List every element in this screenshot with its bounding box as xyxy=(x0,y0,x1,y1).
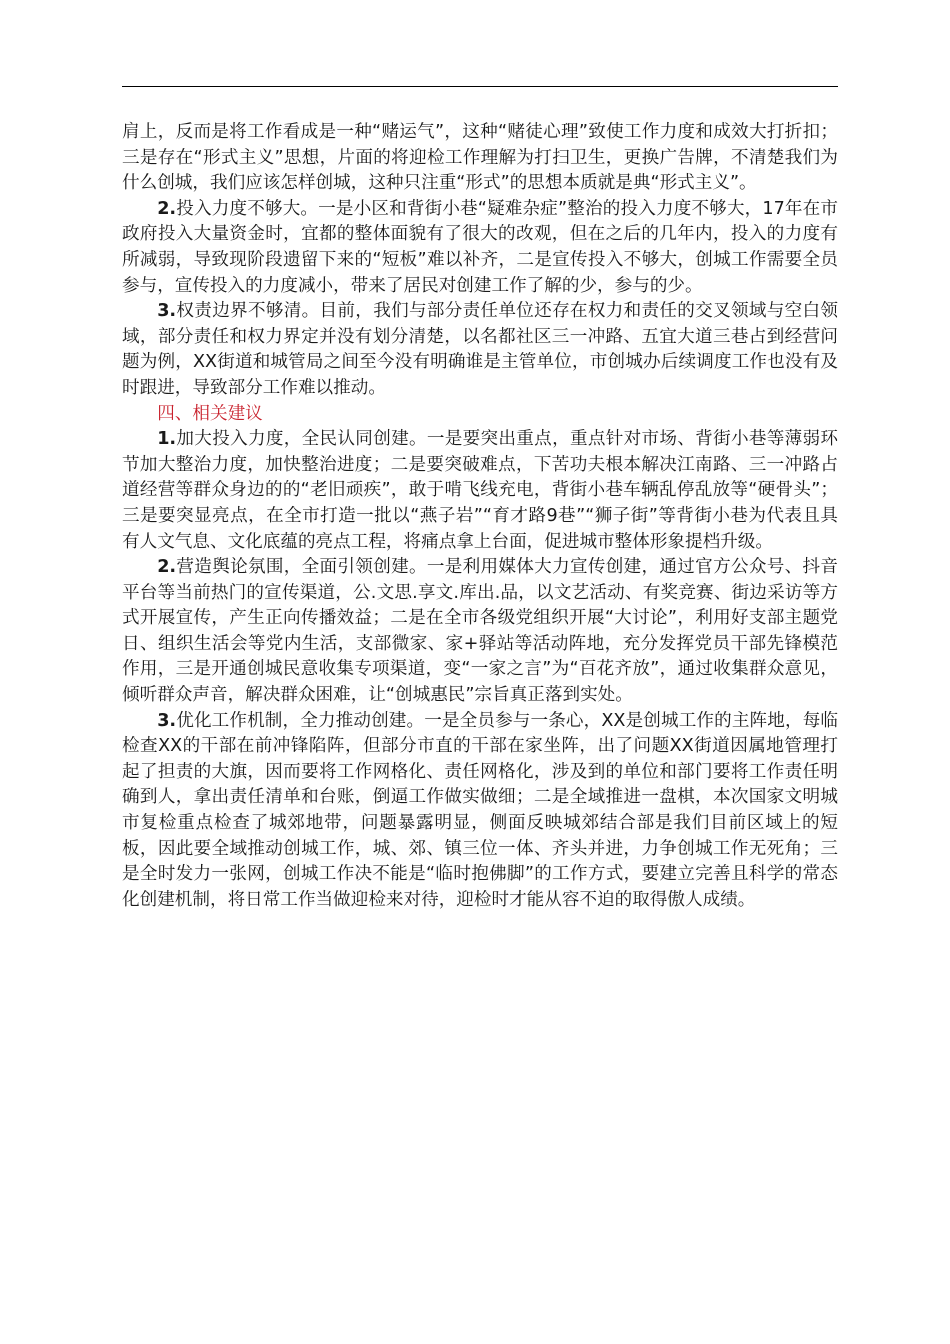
item-number: 3. xyxy=(157,301,177,322)
paragraph-suggestion-3 xyxy=(122,709,838,914)
paragraph-item-2-investment xyxy=(122,197,838,299)
section-heading-suggestions: 四、相关建议 xyxy=(157,403,263,424)
item-number: 2. xyxy=(157,557,177,578)
paragraph-suggestion-1 xyxy=(122,427,838,555)
paragraph-suggestion-2 xyxy=(122,555,838,709)
item-text: 权责边界不够清。目前，我们与部分责任单位还存在权力和责任的交叉领域与空白领域，部分责任和权力界定并没有划分清楚，以名都社区三一冲路、五宜大道三巷占到经营问题为例，XX街道和城管局之间至今没有明确谁是主管单位，市创城办后续调度工作也没有及时跟进，导致部分工作难以推动。 xyxy=(122,301,838,398)
paragraph-item-3-responsibility xyxy=(122,299,838,401)
item-text: 优化工作机制，全力推动创建。一是全员参与一条心，XX是创城工作的主阵地，每临检查XX的干部在前冲锋陷阵，但部分市直的干部在家坐阵，出了问题XX街道因属地管理打起了担责的大旗，因而要将工作网格化、责任网格化，涉及到的单位和部门要将工作责任明确到人，拿出责任清单和台账，倒逼工作做实做细；二是全域推进一盘棋，本次国家文明城市复检重点检查了城郊地带，问题暴露明显，侧面反映城郊结合部是我们目前区域上的短板，因此要全域推动创城工作，城、郊、镇三位一体、齐头并进，力争创城工作无死角；三是全时发力一张网，创城工作决不能是“临时抱佛脚”的工作方式，要建立完善且科学的常态化创建机制，将日常工作当做迎检来对待，迎检时才能从容不迫的取得傲人成绩。 xyxy=(122,710,838,910)
paragraph-continuation: 肩上，反而是将工作看成是一种“赌运气”，这种“赌徒心理”致使工作力度和成效大打折扣；三是存在“形式主义”思想，片面的将迎检工作理解为打扫卫生，更换广告牌，不清楚我们为什么创城，我们应该怎样创城，这种只注重“形式”的思想本质就是典“形式主义”。 xyxy=(122,122,838,194)
item-number: 2. xyxy=(157,198,177,219)
item-text: 营造舆论氛围，全面引领创建。一是利用媒体大力宣传创建，通过官方公众号、抖音平台等当前热门的宣传渠道，公.文思.享文.库出.品，以文艺活动、有奖竞赛、街边采访等方式开展宣传，产生正向传播效益；二是在全市各级党组织开展“大讨论”，利用好支部主题党日、组织生活会等党内生活，支部微家、家+驿站等活动阵地，充分发挥党员干部先锋模范作用，三是开通创城民意收集专项渠道，变“一家之言”为“百花齐放”，通过收集群众意见，倾听群众声音，解决群众困难，让“创城惠民”宗旨真正落到实处。 xyxy=(122,557,838,706)
document-body xyxy=(122,120,838,913)
item-number: 1. xyxy=(157,429,177,450)
item-number: 3. xyxy=(157,710,177,731)
item-text: 投入力度不够大。一是小区和背街小巷“疑难杂症”整治的投入力度不够大，17年在市政府投入大量资金时，宜都的整体面貌有了很大的改观，但在之后的几年内，投入的力度有所减弱，导致现阶段遗留下来的“短板”难以补齐，二是宣传投入不够大，创城工作需要全员参与，宣传投入的力度减小，带来了居民对创建工作了解的少，参与的少。 xyxy=(122,198,838,296)
item-text: 加大投入力度，全民认同创建。一是要突出重点，重点针对市场、背街小巷等薄弱环节加大整治力度，加快整治进度；二是要突破难点，下苦功夫根本解决江南路、三一冲路占道经营等群众身边的的“老旧顽疾”，敢于啃飞线充电，背街小巷车辆乱停乱放等“硬骨头”；三是要突显亮点，在全市打造一批以“燕子岩”“育才路9巷”“狮子街”等背街小巷为代表且具有人文气息、文化底蕴的亮点工程，将痛点拿上台面，促进城市整体形象提档升级。 xyxy=(122,429,838,552)
header-rule xyxy=(122,86,838,87)
